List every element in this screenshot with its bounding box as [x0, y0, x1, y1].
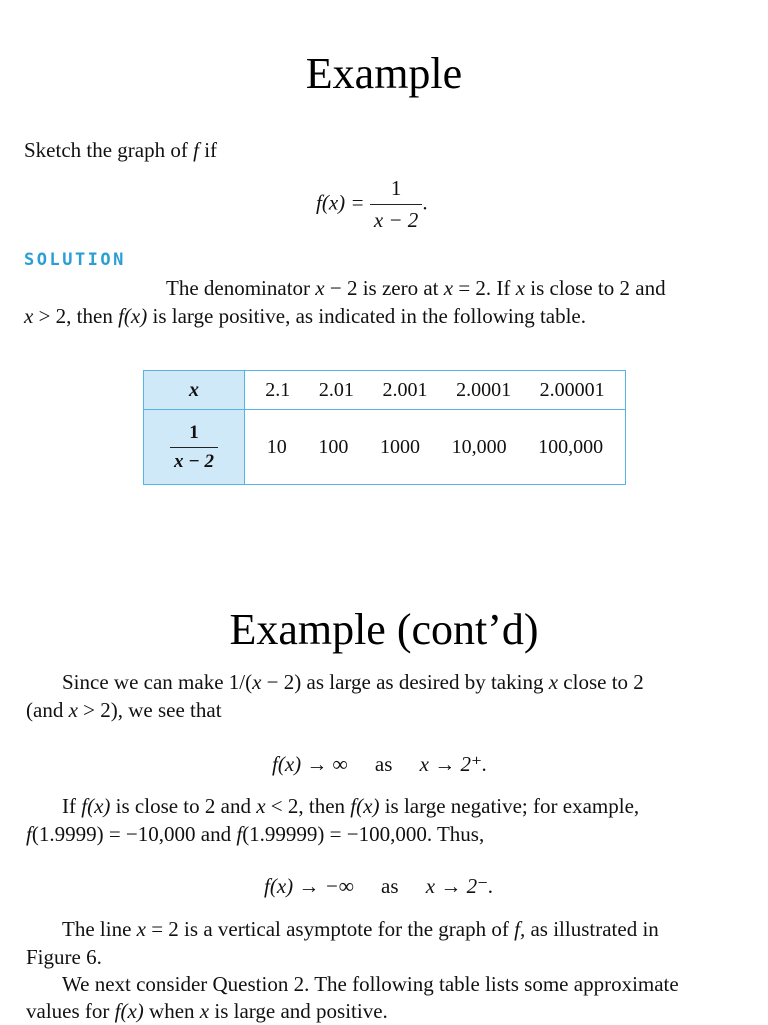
limit-equation-2: f(x) → −∞ as x → 2⁻.: [264, 874, 494, 898]
p2-line-2: f(1.9999) = −10,000 and f(1.99999) = −100,000. Thus,: [26, 822, 485, 846]
p3-line-1: The line x = 2 is a vertical asymptote for the graph of f, as illustrated in: [62, 917, 659, 941]
solution-line-2: x > 2, then f(x) is large positive, as indicated in the following table.: [24, 304, 586, 328]
table-row: [144, 410, 626, 485]
table-cell: 1000: [379, 435, 420, 458]
formula: f(x) = $\frac{1}{x - 2}$ .: [316, 176, 428, 232]
table-cell: 10: [266, 435, 287, 458]
p4-line-1: We next consider Question 2. The following table lists some approximate: [62, 972, 679, 996]
p2-line-1: If f(x) is close to 2 and x < 2, then f(x) is large negative; for example,: [62, 794, 640, 818]
table-row: [144, 371, 626, 410]
table-cell: 2.001: [382, 378, 428, 401]
slide2-title: Example (cont’d): [229, 605, 539, 654]
table-cell: 100,000: [538, 435, 604, 458]
limit-equation-1: f(x) → ∞ as x → 2⁺.: [272, 752, 488, 776]
solution-label: SOLUTION: [24, 250, 126, 270]
table-header-x: x: [144, 371, 245, 410]
formula-fraction: $\frac{1}{x - 2}$: [370, 176, 423, 233]
values-table: [143, 370, 626, 485]
table-cell: 2.0001: [456, 378, 512, 401]
p1-line-1: Since we can make 1/(x − 2) as large as desired by taking x close to 2: [62, 670, 644, 694]
table-cell: 2.1: [265, 378, 291, 401]
table-cell: 100: [318, 435, 349, 458]
slide1-title: Example: [305, 49, 463, 98]
table-cell: 2.00001: [539, 378, 605, 401]
solution-line-1: The denominator x − 2 is zero at x = 2. If x is close to 2 and: [166, 276, 666, 300]
table-header-fraction: $\frac{1}{x - 2}$: [144, 410, 245, 485]
prompt-text: Sketch the graph of f if: [24, 138, 218, 162]
x-values: [245, 379, 625, 402]
p3-line-2: Figure 6.: [26, 945, 102, 969]
p4-line-2: values for f(x) when x is large and positive.: [26, 999, 388, 1023]
p1-line-2: (and x > 2), we see that: [26, 698, 222, 722]
formula-lhs: f(x) =: [316, 190, 370, 215]
table-cell: 2.01: [318, 378, 354, 401]
fraction-values: [245, 436, 625, 459]
table-cell: 10,000: [451, 435, 507, 458]
